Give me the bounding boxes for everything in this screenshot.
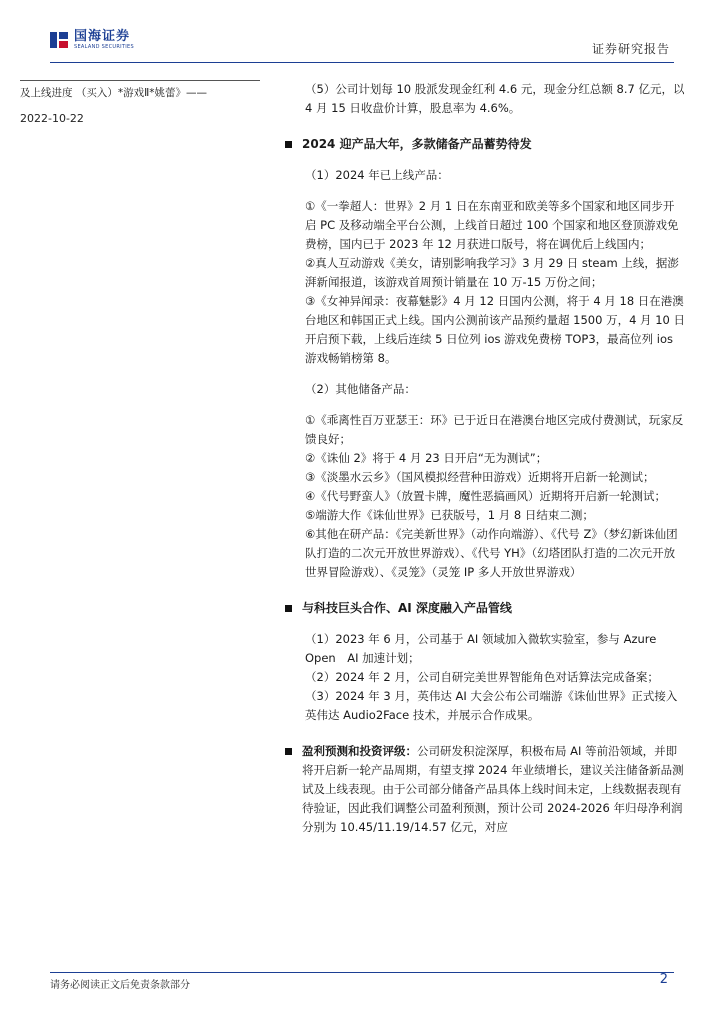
pipeline-item-3: ③《淡墨水云乡》（国风模拟经营种田游戏）近期将开启新一轮测试； xyxy=(305,470,655,484)
related-report-title: 及上线进度 （买入）*游戏Ⅱ*姚蕾》—— xyxy=(20,87,208,99)
dividend-paragraph: （5）公司计划每 10 股派发现金红利 4.6 元，现金分红总额 8.7 亿元，以 4 月 15 日收盘价计算，股息率为 4.6%。 xyxy=(305,82,685,115)
pipeline-item-1: ①《乖离性百万亚瑟王：环》已于近日在港澳台地区完成付费测试，玩家反馈良好； xyxy=(305,413,684,446)
sidebar-divider xyxy=(20,80,260,81)
pipeline-item-4: ④《代号野蛮人》（放置卡牌，魔性恶搞画风）近期将开启新一轮测试； xyxy=(305,489,667,503)
related-report-date: 2022-10-22 xyxy=(20,112,84,125)
subheading-launched: （1）2024 年已上线产品： xyxy=(305,168,449,182)
pipeline-item-5: ⑤端游大作《诛仙世界》已获版号，1 月 8 日结束二测； xyxy=(305,508,594,522)
bullet-square-icon xyxy=(285,141,292,148)
forecast-body: 公司研发积淀深厚，积极布局 AI 等前沿领域，并即将开启新一轮产品周期，有望支撑 2024 年业绩增长，建议关注储备新品测试及上线表现。由于公司部分储备产品具体上线时间未定，上线数据表现有待验证，因此我们调整公司盈利预测，预计公司 2024-2026 年归母净利润分别为 10.45/11.19/14.57 亿元，对应 xyxy=(302,744,684,834)
section-title: 2024 迎产品大年，多款储备产品蓄势待发 xyxy=(302,137,532,151)
section-heading-products xyxy=(285,135,685,154)
launched-item-1: ①《一拳超人：世界》2 月 1 日在东南亚和欧美等多个国家和地区同步开启 PC 及移动端全平台公测，上线首日超过 100 个国家和地区登顶游戏免费榜，国内已于 2023 年 12 月获进口版号，将在调优后上线国内； xyxy=(305,199,679,251)
subheading-pipeline: （2）其他储备产品： xyxy=(305,382,416,396)
launched-item-3: ③《女神异闻录：夜幕魅影》4 月 12 日国内公测，将于 4 月 18 日在港澳台地区和韩国正式上线。国内公测前该产品预约量超 1500 万，4 月 10 日开启预下载，上线后连续 5 日位列 ios 游戏免费榜 TOP3，最高位列 ios 游戏畅销榜第 8。 xyxy=(305,294,685,365)
section-title: 与科技巨头合作、AI 深度融入产品管线 xyxy=(302,601,512,615)
sidebar xyxy=(20,80,260,125)
logo-name-en: SEALAND SECURITIES xyxy=(74,44,134,50)
bullet-square-icon xyxy=(285,605,292,612)
section-heading-ai xyxy=(285,599,685,618)
forecast-title: 盈利预测和投资评级： xyxy=(302,744,417,758)
ai-item-1: （1）2023 年 6 月，公司基于 AI 领域加入微软实验室，参与 Azure Open AI 加速计划； xyxy=(305,632,657,665)
header-divider xyxy=(50,62,674,63)
bullet-square-icon xyxy=(285,748,292,755)
footer-divider xyxy=(50,972,674,973)
section-forecast xyxy=(285,742,685,837)
pipeline-item-2: ②《诛仙 2》将于 4 月 23 日开启“无为测试”； xyxy=(305,451,548,465)
forecast-paragraph xyxy=(302,742,685,837)
pipeline-item-6: ⑥其他在研产品：《完美新世界》（动作向端游）、《代号 Z》（梦幻新诛仙团队打造的二次元开放世界游戏）、《代号 YH》（幻塔团队打造的二次元开放世界冒险游戏）、《灵笼》（灵笼 IP 多人开放世界游戏） xyxy=(305,527,678,579)
logo-name-cn: 国海证券 xyxy=(74,29,131,44)
logo-mark-icon xyxy=(50,30,70,50)
main-content xyxy=(285,80,685,837)
ai-item-2: （2）2024 年 2 月，公司自研完美世界智能角色对话算法完成备案； xyxy=(305,670,659,684)
brand-logo xyxy=(50,30,134,50)
launched-item-2: ②真人互动游戏《美女，请别影响我学习》3 月 29 日 steam 上线，据澎湃新闻报道，该游戏首周预计销量在 10 万-15 万份之间； xyxy=(305,256,679,289)
page-number: 2 xyxy=(659,972,668,987)
report-type-label: 证券研究报告 xyxy=(591,42,670,56)
footer-disclaimer: 请务必阅读正文后免责条款部分 xyxy=(50,980,190,991)
ai-item-3: （3）2024 年 3 月，英伟达 AI 大会公布公司端游《诛仙世界》正式接入英伟达 Audio2Face 技术，并展示合作成果。 xyxy=(305,689,678,722)
